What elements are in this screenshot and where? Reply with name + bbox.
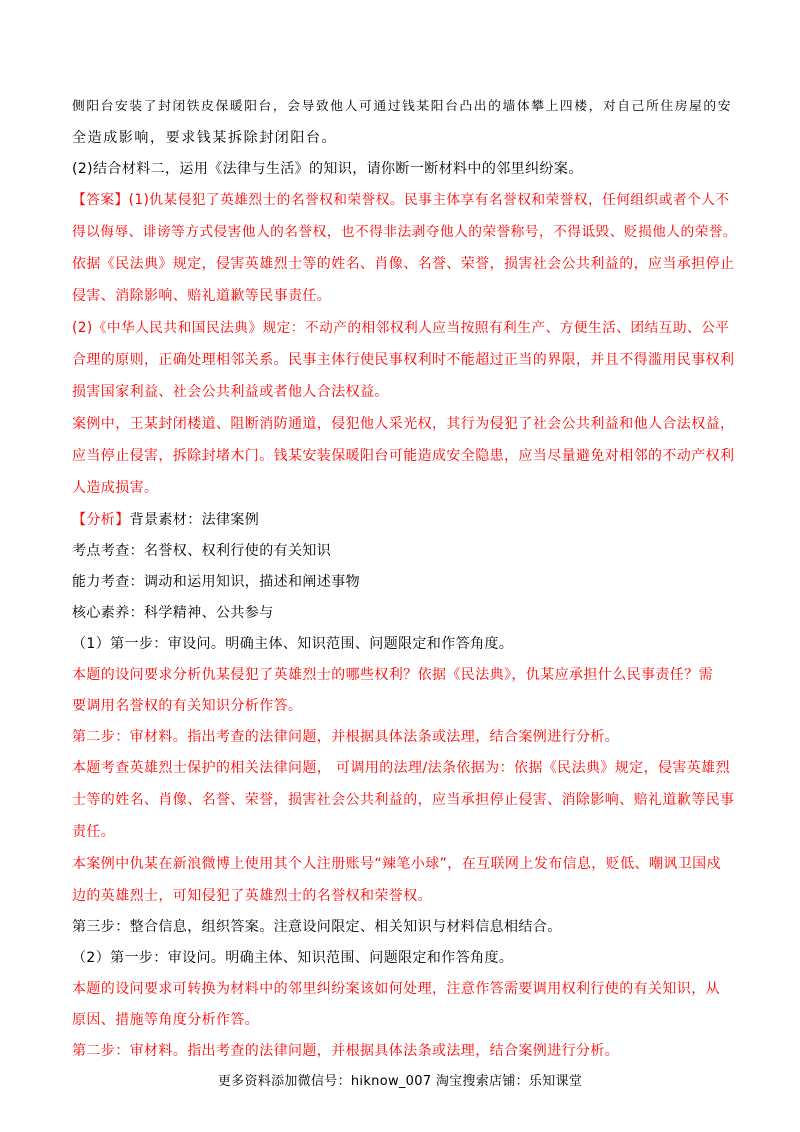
answer-line: (2)《中华人民共和国民法典》规定：不动产的相邻权利人应当按照有利生产、方便生活、团结互助、公平 (72, 320, 730, 336)
question-text: (2)结合材料二，运用《法律与生活》的知识，请你断一断材料中的邻里纠纷案。 (72, 161, 583, 177)
analysis-line: 考点考查：名誉权、权利行使的有关知识 (72, 543, 332, 559)
answer-line: 损害国家利益、社会公共利益或者他人合法权益。 (72, 384, 389, 400)
analysis-line: 本案例中仇某在新浪微博上使用其个人注册账号“辣笔小球”，在互联网上发布信息，贬低、嘲讽卫国戍 (72, 856, 721, 872)
text-line: 侧阳台安装了封闭铁皮保暖阳台，会导致他人可通过钱某阳台凸出的墙体攀上四楼，对自己所住房屋的安 (72, 99, 733, 114)
page-footer: 更多资料添加微信号：hiknow_007 淘宝搜索店铺：乐知课堂 (217, 1074, 583, 1089)
analysis-line: 核心素养：科学精神、公共参与 (72, 605, 274, 621)
answer-line: 合理的原则，正确处理相邻关系。民事主体行使民事权利时不能超过正当的界限，并且不得滥用民事权利 (72, 352, 735, 368)
analysis-line (72, 510, 259, 530)
analysis-line: 第二步：审材料。指出考查的法律问题，并根据具体法条或法理，结合案例进行分析。 (72, 729, 620, 745)
analysis-line: 责任。 (72, 824, 116, 840)
analysis-line: 本题的设问要求分析仇某侵犯了英雄烈士的哪些权利？依据《民法典》，仇某应承担什么民事责任？需 (72, 667, 713, 683)
analysis-tag: 【分析】 (72, 512, 130, 528)
answer-line: 侵害、消除影响、赔礼道歉等民事责任。 (72, 288, 332, 304)
analysis-line: 第二步：审材料。指出考查的法律问题，并根据具体法条或法理，结合案例进行分析。 (72, 1043, 620, 1059)
analysis-line: 第三步：整合信息，组织答案。注意设问限定、相关知识与材料信息相结合。 (72, 919, 562, 935)
analysis-line: 本题考查英雄烈士保护的相关法律问题， 可调用的法理/法条依据为：依据《民法典》规定，侵害英雄烈 (72, 760, 730, 776)
answer-line: 人造成损害。 (72, 480, 159, 496)
analysis-line: 原因、措施等角度分析作答。 (72, 1012, 260, 1028)
answer-line: 依据《民法典》规定，侵害英雄烈士等的姓名、肖像、名誉、荣誉，损害社会公共利益的，应当承担停止 (72, 256, 735, 272)
answer-line (72, 190, 729, 210)
analysis-line: （1）第一步：审设问。明确主体、知识范围、问题限定和作答角度。 (72, 636, 514, 652)
answer-line: 得以侮辱、诽谤等方式侵害他人的名誉权，也不得非法剥夺他人的荣誉称号，不得诋毁、贬损他人的荣誉。 (72, 224, 738, 240)
analysis-line: 本题的设问要求可转换为材料中的邻里纠纷案该如何处理，注意作答需要调用权利行使的有关知识，从 (72, 981, 720, 997)
analysis-text: 背景素材：法律案例 (129, 512, 260, 528)
answer-tag: 【答案】 (72, 192, 129, 208)
text-line: 全造成影响，要求钱某拆除封闭阳台。 (72, 130, 338, 146)
analysis-line: 士等的姓名、肖像、名誉、荣誉，损害社会公共利益的，应当承担停止侵害、消除影响、赔礼道歉等民事 (72, 792, 735, 808)
analysis-line: 边的英雄烈士，可知侵犯了英雄烈士的名誉权和荣誉权。 (72, 888, 432, 904)
analysis-line: （2）第一步：审设问。明确主体、知识范围、问题限定和作答角度。 (72, 950, 514, 966)
answer-text: (1)仇某侵犯了英雄烈士的名誉权和荣誉权。民事主体享有名誉权和荣誉权，任何组织或者个人不 (128, 192, 730, 208)
analysis-line: 能力考查：调动和运用知识，描述和阐述事物 (72, 574, 360, 590)
answer-line: 案例中，王某封闭楼道、阻断消防通道，侵犯他人采光权，其行为侵犯了社会公共利益和他人合法权益， (72, 416, 735, 432)
analysis-line: 要调用名誉权的有关知识分析作答。 (72, 698, 303, 714)
answer-line: 应当停止侵害，拆除封堵木门。钱某安装保暖阳台可能造成安全隐患，应当尽量避免对相邻的不动产权利 (72, 448, 735, 464)
